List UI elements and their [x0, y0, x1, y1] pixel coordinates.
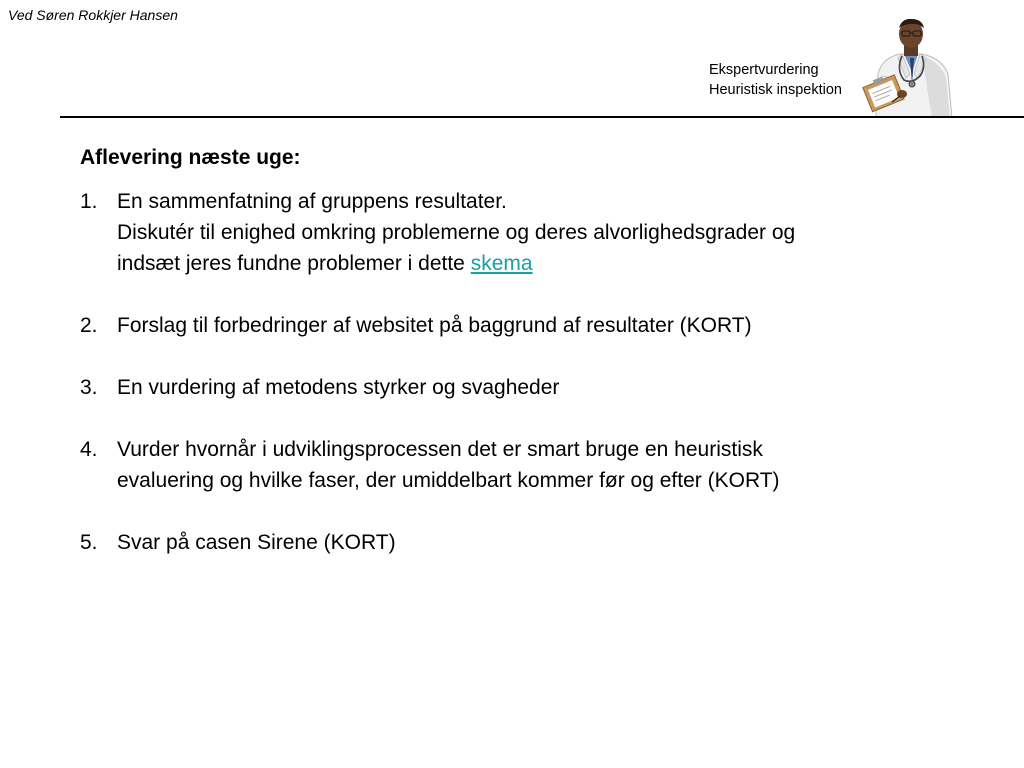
list-item: [80, 527, 980, 558]
list-item-number: 3.: [80, 376, 98, 399]
list-item-line: [117, 248, 980, 279]
header-title-line-1: Ekspertvurdering: [709, 62, 819, 78]
list-item-line: evaluering og hvilke faser, der umiddelbart kommer før og efter (KORT): [117, 469, 780, 492]
list-item-number: 4.: [80, 438, 98, 461]
list-item-line: En sammenfatning af gruppens resultater.: [117, 190, 507, 213]
list-item-line: Diskutér til enighed omkring problemerne og deres alvorlighedsgrader og: [117, 221, 796, 244]
list-item-line: Forslag til forbedringer af websitet på baggrund af resultater (KORT): [117, 314, 752, 337]
header-divider: [60, 116, 1024, 118]
skema-link[interactable]: skema: [470, 252, 533, 275]
list-item: [80, 434, 980, 496]
list-item-number: 2.: [80, 314, 98, 337]
list-item-text: indsæt jeres fundne problemer i dette: [117, 252, 471, 275]
list-item: [80, 310, 980, 341]
slide-header-titles: [709, 60, 842, 100]
task-list: [80, 186, 980, 558]
section-heading: Aflevering næste uge:: [80, 146, 301, 169]
list-item: [80, 372, 980, 403]
list-item-number: 1.: [80, 190, 98, 213]
list-item-line: Svar på casen Sirene (KORT): [117, 531, 396, 554]
header-title-line-2: Heuristisk inspektion: [709, 82, 842, 98]
list-item-line: Vurder hvornår i udviklingsprocessen det er smart bruge en heuristisk: [117, 438, 763, 461]
list-item-number: 5.: [80, 531, 98, 554]
author-label: Ved Søren Rokkjer Hansen: [8, 7, 178, 23]
slide-content: [80, 144, 980, 589]
list-item: [80, 186, 980, 279]
list-item-line: En vurdering af metodens styrker og svagheder: [117, 376, 560, 399]
doctor-with-clipboard-icon: [862, 14, 958, 118]
